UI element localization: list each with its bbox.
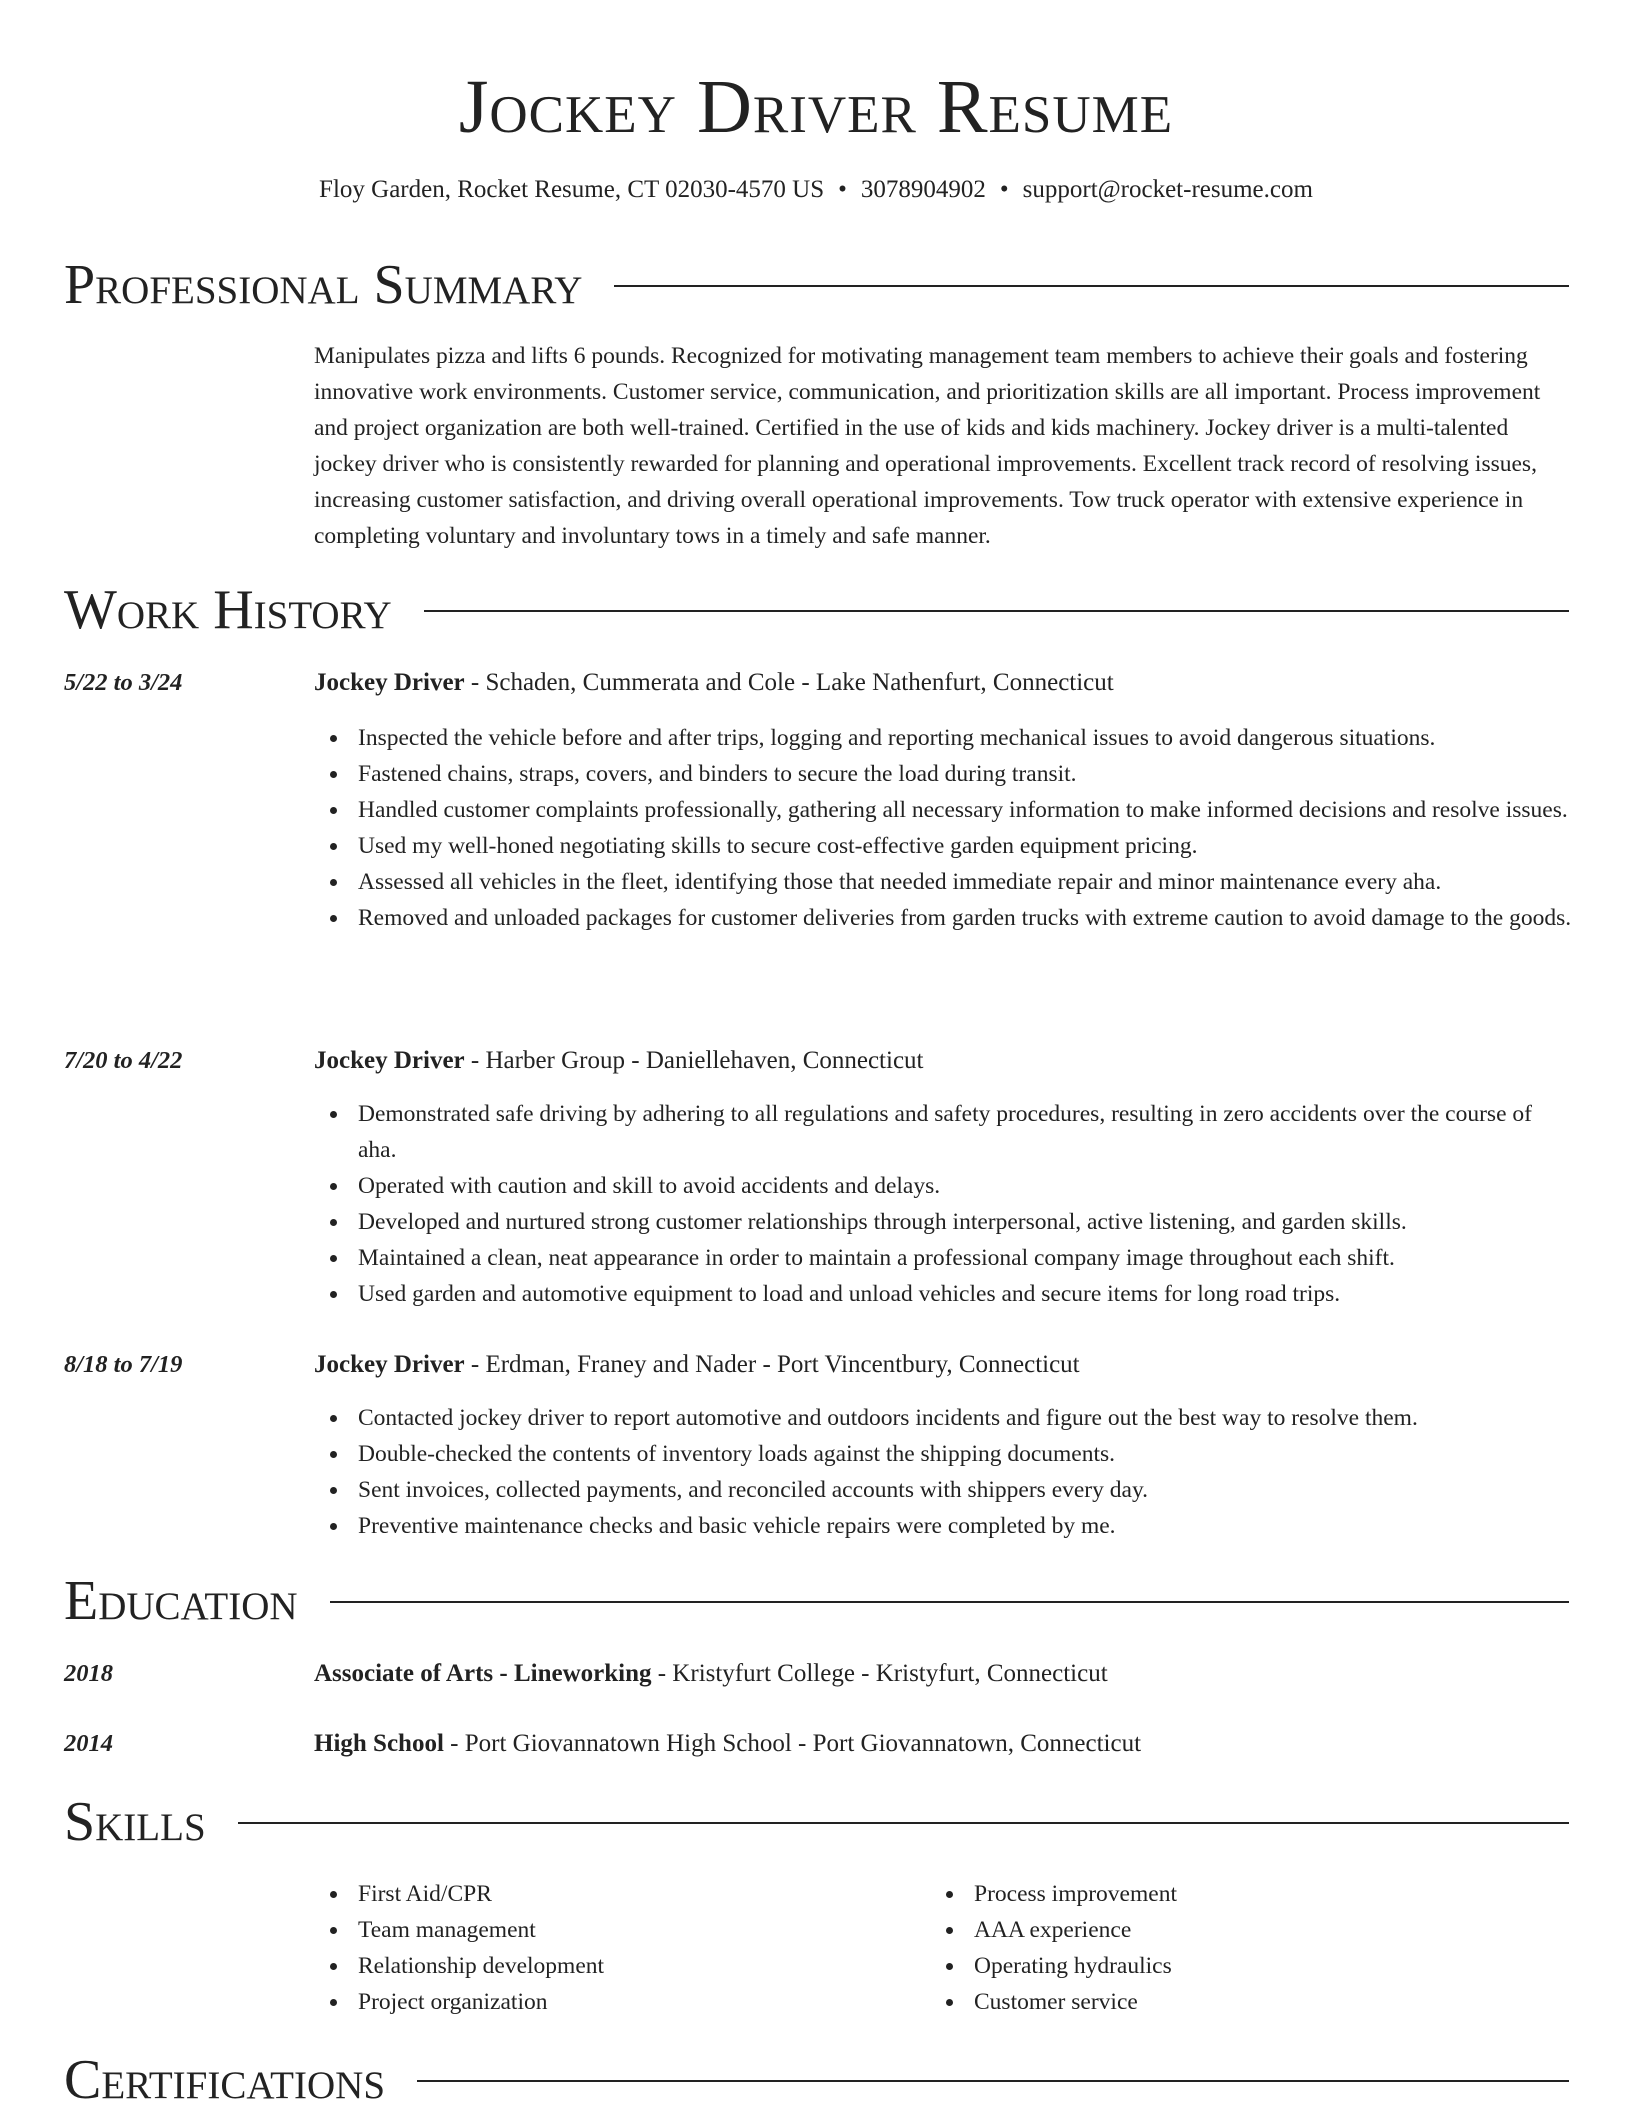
list-item: Sent invoices, collected payments, and reconciled accounts with shippers every day. <box>314 1472 1576 1508</box>
list-item: First Aid/CPR <box>314 1876 914 1912</box>
education-degree: Associate of Arts - Lineworking <box>314 1660 652 1687</box>
list-item: Operated with caution and skill to avoid accidents and delays. <box>314 1168 1576 1204</box>
job-bullets <box>314 1400 1576 1544</box>
list-item: Used garden and automotive equipment to load and unload vehicles and secure items for long road trips. <box>314 1276 1576 1312</box>
education-entry <box>314 1727 1141 1761</box>
job-heading <box>314 1044 924 1078</box>
job-bullets <box>314 720 1576 936</box>
section-header-summary <box>64 253 1569 317</box>
list-item: Operating hydraulics <box>930 1948 1530 1984</box>
list-item: Team management <box>314 1912 914 1948</box>
skills-list-left <box>314 1876 914 2020</box>
section-header-education <box>64 1569 1569 1633</box>
section-title: Education <box>64 1570 298 1632</box>
section-divider <box>238 1822 1569 1824</box>
section-title: Work History <box>64 579 392 641</box>
list-item: Assessed all vehicles in the fleet, identifying those that needed immediate repair and minor maintenance every aha. <box>314 864 1576 900</box>
summary-text: Manipulates pizza and lifts 6 pounds. Recognized for motivating management team members to achieve their goals and fostering innovative work environments. Customer service, communication, and prioritization skills are all important. Process improvement and project organization are both well-trained. Certified in the use of kids and kids machinery. Jockey driver is a multi-talented jockey driver who is consistently rewarded for planning and operational improvements. Excellent track record of resolving issues, increasing customer satisfaction, and driving overall operational improvements. Tow truck operator with extensive experience in completing voluntary and involuntary tows in a timely and safe manner. <box>314 343 1541 549</box>
job-heading <box>314 666 1114 700</box>
list-item: Double-checked the contents of inventory loads against the shipping documents. <box>314 1436 1576 1472</box>
job-title: Jockey Driver <box>314 1351 465 1378</box>
education-school: - Port Giovannatown High School - Port Giovannatown, Connecticut <box>443 1730 1142 1757</box>
job-dates: 8/18 to 7/19 <box>64 1351 183 1378</box>
section-header-certifications <box>64 2048 1569 2112</box>
section-title: Skills <box>64 1791 206 1853</box>
list-item: AAA experience <box>930 1912 1530 1948</box>
section-divider <box>424 610 1569 612</box>
list-item: Contacted jockey driver to report automotive and outdoors incidents and figure out the best way to resolve them. <box>314 1400 1576 1436</box>
education-entry <box>314 1657 1108 1691</box>
list-item: Developed and nurtured strong customer relationships through interpersonal, active listening, and garden skills. <box>314 1204 1576 1240</box>
section-header-skills <box>64 1790 1569 1854</box>
education-year: 2014 <box>64 1730 113 1757</box>
contact-phone: 3078904902 <box>860 176 986 203</box>
list-item: Fastened chains, straps, covers, and binders to secure the load during transit. <box>314 756 1576 792</box>
list-item: Process improvement <box>930 1876 1530 1912</box>
job-employer: - Harber Group - Daniellehaven, Connecticut <box>464 1047 924 1074</box>
list-item: Removed and unloaded packages for customer deliveries from garden trucks with extreme caution to avoid damage to the goods. <box>314 900 1576 936</box>
education-year: 2018 <box>64 1660 113 1687</box>
job-heading <box>314 1348 1080 1382</box>
job-employer: - Erdman, Franey and Nader - Port Vincentbury, Connecticut <box>464 1351 1080 1378</box>
section-divider <box>330 1601 1569 1603</box>
section-title: Certifications <box>64 2049 386 2111</box>
section-divider <box>417 2080 1569 2082</box>
contact-address: Floy Garden, Rocket Resume, CT 02030-4570 US <box>319 176 825 203</box>
contact-email: support@rocket-resume.com <box>1022 176 1313 203</box>
section-divider <box>614 285 1569 287</box>
education-degree: High School <box>314 1730 444 1757</box>
list-item: Customer service <box>930 1984 1530 2020</box>
list-item: Project organization <box>314 1984 914 2020</box>
list-item: Maintained a clean, neat appearance in order to maintain a professional company image throughout each shift. <box>314 1240 1576 1276</box>
job-dates: 5/22 to 3/24 <box>64 669 183 696</box>
contact-separator: • <box>999 176 1009 203</box>
list-item: Handled customer complaints professionally, gathering all necessary information to make informed decisions and resolve issues. <box>314 792 1576 828</box>
resume-title: Jockey Driver Resume <box>458 65 1174 149</box>
list-item: Used my well-honed negotiating skills to secure cost-effective garden equipment pricing. <box>314 828 1576 864</box>
job-title: Jockey Driver <box>314 669 465 696</box>
list-item: Inspected the vehicle before and after trips, logging and reporting mechanical issues to avoid dangerous situations. <box>314 720 1576 756</box>
job-dates: 7/20 to 4/22 <box>64 1047 183 1074</box>
skills-list-right <box>930 1876 1530 2020</box>
list-item: Relationship development <box>314 1948 914 1984</box>
job-bullets <box>314 1096 1576 1312</box>
job-employer: - Schaden, Cummerata and Cole - Lake Nathenfurt, Connecticut <box>464 669 1114 696</box>
job-title: Jockey Driver <box>314 1047 465 1074</box>
contact-separator: • <box>838 176 847 203</box>
section-header-work-history <box>64 578 1569 642</box>
list-item: Demonstrated safe driving by adhering to all regulations and safety procedures, resulting in zero accidents over the course of aha. <box>314 1096 1576 1168</box>
list-item: Preventive maintenance checks and basic vehicle repairs were completed by me. <box>314 1508 1576 1544</box>
education-school: - Kristyfurt College - Kristyfurt, Connecticut <box>651 1660 1108 1687</box>
contact-line <box>0 174 1632 206</box>
section-title: Professional Summary <box>64 254 583 316</box>
